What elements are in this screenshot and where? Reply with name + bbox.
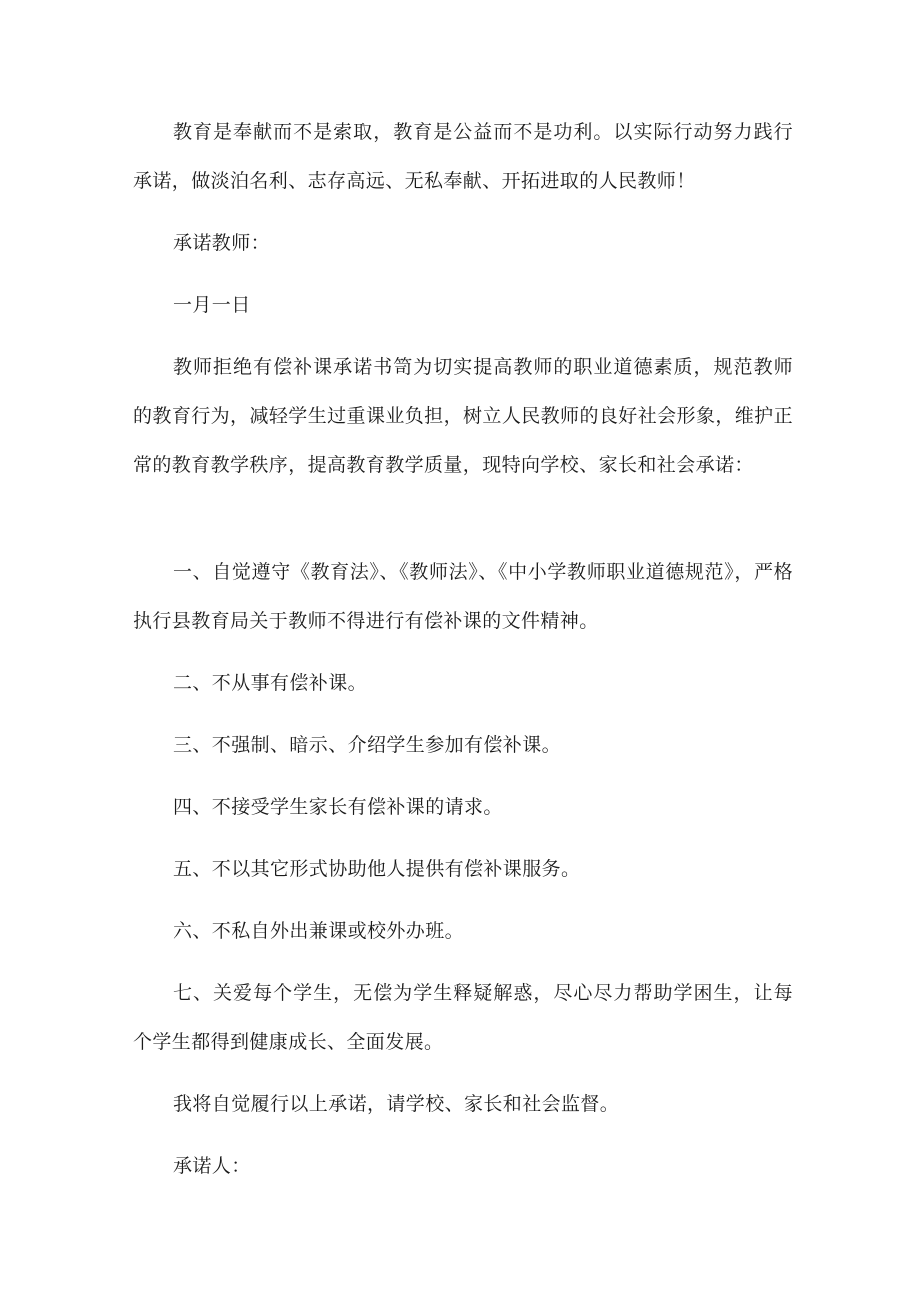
paragraph-commitment: 我将自觉履行以上承诺，请学校、家长和社会监督。 (173, 1093, 620, 1115)
paragraph-promising-teacher: 承诺教师： (173, 232, 271, 254)
paragraph-item-5: 五、不以其它形式协助他人提供有偿补课服务。 (173, 858, 581, 880)
paragraph-item-2: 二、不从事有偿补课。 (173, 672, 368, 694)
paragraph-intro: 教师拒绝有偿补课承诺书笥为切实提高教师的职业道德素质，规范教师的教育行为，减轻学生过重课业负担，树立人民教师的良好社会形象，维护正常的教育教学秩序，提高教育教学质量，现特向学校、家长和社会承诺： (133, 356, 793, 476)
paragraph-dedication: 教育是奉献而不是索取，教育是公益而不是功利。以实际行动努力践行承诺，做淡泊名利、志存高远、无私奉献、开拓进取的人民教师！ (133, 121, 793, 192)
paragraph-item-4: 四、不接受学生家长有偿补课的请求。 (173, 796, 503, 818)
paragraph-item-7: 七、关爱每个学生，无偿为学生释疑解惑，尽心尽力帮助学困生，让每个学生都得到健康成长、全面发展。 (133, 982, 793, 1053)
paragraph-date: 一月一日 (173, 294, 251, 316)
paragraph-signatory: 承诺人： (173, 1155, 251, 1177)
paragraph-item-1: 一、自觉遵守《教育法》、《教师法》、《中小学教师职业道德规范》，严格执行县教育局关于教师不得进行有偿补课的文件精神。 (133, 561, 793, 632)
paragraph-item-3: 三、不强制、暗示、介绍学生参加有偿补课。 (173, 734, 562, 756)
paragraph-item-6: 六、不私自外出兼课或校外办班。 (173, 920, 465, 942)
